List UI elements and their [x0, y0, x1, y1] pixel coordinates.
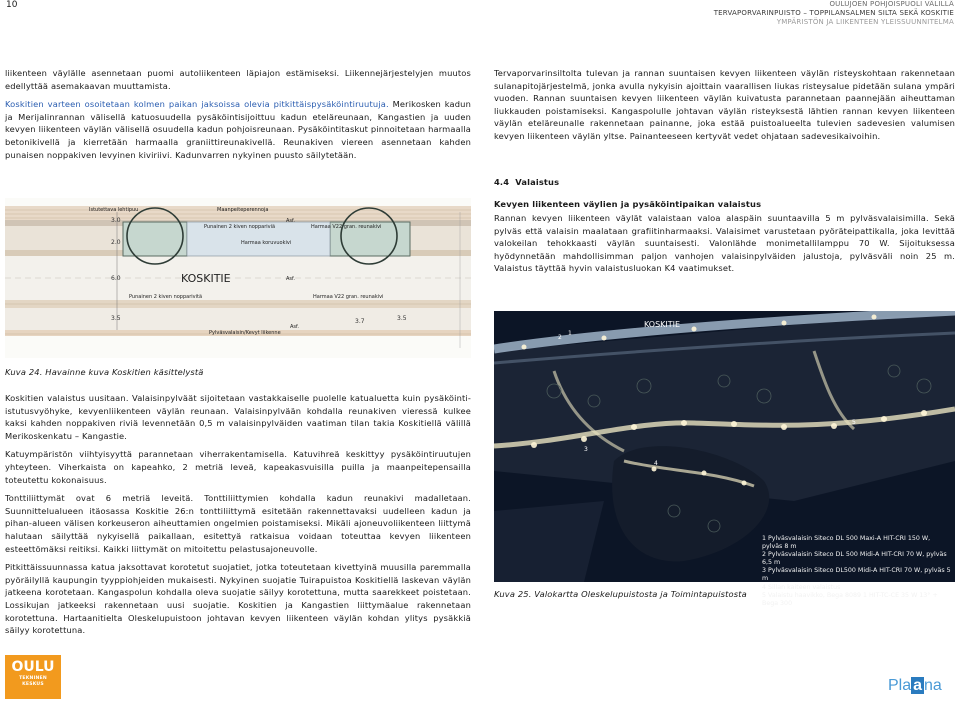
right-column-body: [494, 212, 955, 275]
plan-label: Istutettava lehtipuu: [89, 207, 139, 213]
plan-label: Harmaa koruvuokivi: [241, 240, 292, 246]
left-column-bottom: [5, 392, 471, 637]
figure-caption: [5, 366, 471, 379]
paragraph: Tervaporvarinsiltolta tulevan ja rannan suuntaisen kevyen liikenteen väylän risteyskohtaan rakennetaan sulanapitojärjestelmä, jonka avulla nykyisin ajoittain vaarallisen liukas risteysalue pidetään sulana ympäri vuoden. Rannan suuntaisen kevyen liikenteen väylän kuivatusta parannetaan paannejään aiheuttaman liukkauden poistamiseksi. Kangaspolulle johtavan väylän risteyksestä lähtien rannan kevyen liikenteen väylän eteläreunalle rakennetaan painanne, joka estää puistoalueelta tulevien sadevesien valumisen kevyen liikenteen väylän yltse. Painanteeseen kertyvät vedet ohjataan sadevesikaivoihin.: [494, 68, 955, 141]
map-marker: 2: [558, 334, 562, 341]
legend-item: 2 Pylväsvalaisin Siteco DL 500 Midi-A HIT-CRI 70 W, pylväs 6,5 m: [762, 551, 947, 567]
logo-part: a: [913, 677, 923, 694]
logo-part: Pla: [888, 677, 912, 694]
logo-part: na: [924, 677, 942, 694]
plaana-logo: [888, 677, 942, 695]
legend-item: 4 Sillan kaiteen valaistus: [762, 583, 841, 591]
paragraph: [5, 98, 471, 161]
header-line-2: TERVAPORVARINPUISTO – TOPPILANSALMEN SILTA SEKÄ KOSKITIE: [713, 9, 954, 17]
section-title: Valaistus: [515, 177, 560, 187]
plan-label: Asf.: [290, 324, 300, 330]
plan-label: Maanpeiteperennoja: [217, 207, 269, 213]
legend-item: 3 Pylväsvalaisin Siteco DL500 Midi-A HIT-CRI 70 W, pylväs 5 m: [762, 567, 951, 583]
paragraph: liikenteen väylälle asennetaan puomi autoliikenteen läpiajon estämiseksi. Liikennejärjestelyjen muutos edellyttää asemakaavan muuttamista.: [5, 68, 471, 91]
plan-label: Harmaa V22 gran. reunakivi: [313, 294, 384, 300]
street-plan-drawing: [5, 198, 471, 358]
planting-bay: [123, 222, 187, 256]
oulu-logo-sub: TEKNINEN: [19, 676, 47, 681]
map-title: KOSKITIE: [644, 320, 681, 329]
caption-label: Kuva 24.: [5, 367, 43, 377]
caption-label: Kuva 25.: [494, 589, 532, 599]
plan-label: Harmaa V22 gran. reunakivi: [311, 224, 382, 230]
plan-label: Pylväsvalaisin/Kevyt liikenne: [209, 330, 281, 336]
section-heading: [494, 176, 955, 189]
dimension-value: 3.5: [397, 315, 407, 322]
plan-label: Punainen 2 kiven nopparivitä: [129, 294, 203, 300]
subheading: Kevyen liikenteen väylien ja pysäköintipaikan valaistus: [494, 199, 762, 209]
left-column-top: [5, 67, 471, 161]
header-line-1: OULUJOEN POHJOISPUOLI VÄLILLÄ: [829, 0, 954, 8]
oulu-logo-text: OULU: [11, 659, 55, 675]
oulu-logo: [5, 655, 61, 699]
plan-label: Asf.: [286, 218, 296, 224]
section-number: 4.4: [494, 177, 510, 187]
caption-text: Valokartta Oleskelupuistosta ja Toimintapuistosta: [531, 589, 747, 599]
dimension-value: 3.5: [111, 315, 121, 322]
dimension-value: 3.7: [355, 318, 365, 325]
plan-title: KOSKITIE: [181, 272, 231, 285]
header-line-3: YMPÄRISTÖN JA LIIKENTEEN YLEISSUUNNITELMA: [776, 18, 954, 26]
map-marker: 5: [852, 419, 856, 426]
plan-label: Asf.: [286, 276, 296, 282]
paragraph: Tonttiliittymät ovat 6 metriä leveitä. Tonttiliittymien kohdalla kadun reunakivi madalletaan. Suunnittelualueen itäosassa Koskitie 26:n tonttiliittymä esitetään rakennettavaksi uudelleen kadun ja pihan-alueen välisen korkeuseron aiheuttamien ongelmien poistamiseksi. Mikäli ajoneuvoliikenteen liittymä halutaan säilyttää nykyisellä paikallaan, esitettyä ratkaisua voidaan toteuttaa kevyen liikenteen esteettömäksi reitiksi. Kaikki liittymät on mitoitettu pelastusajoneuvolle.: [5, 493, 471, 554]
legend-item: 1 Pylväsvalaisin Siteco DL 500 Maxi-A HIT-CRI 150 W, pylväs 8 m: [762, 535, 931, 551]
paragraph: Katuympäristön viihtyisyyttä parannetaan viherrakentamisella. Katuvihreä keskittyy pysäköintiruutujen yhteyteen. Viherkaista on kapeahko, 2 metriä leveä, kapeakasvuisilla puilla ja maanpeitepensailla toteutettu kokonaisuus.: [5, 449, 471, 485]
map-marker: 4: [654, 460, 658, 467]
page-number: 10: [6, 0, 18, 10]
map-marker: 3: [584, 446, 588, 453]
dimension-value: 6.0: [111, 275, 121, 282]
highlighted-text: Koskitien varteen osoitetaan kolmen paikan jaksoissa olevia pitkittäispysäköintiruutuja.: [5, 99, 389, 110]
running-header: [714, 0, 954, 27]
caption-text: Havainne kuva Koskitien käsittelystä: [42, 367, 204, 377]
paragraph-rest: Merikosken kadun ja Merijalinrannan välisellä katuosuudella pysäköintisijoittuu kadun eteläreunaan, Kangastien ja uuden kevyen liikenteen väylän välisellä osuudella kadun pohjoisreunaan. Pysäköintitaskut pinnoitetaan harmaalla betonikivellä ja kierretään harmaalla graniittireunakivellä. Reunakiven viereen asennetaan kahden punaisen noppakiven levyinen kiviriivi. Kadunvarren nykyinen puusto säilytetään.: [5, 99, 471, 160]
paragraph: Koskitien valaistus uusitaan. Valaisinpylväät sijoitetaan vastakkaiselle puolelle katualuetta kuin pysäköinti-istutusvyöhyke, kevyenliikenteen väylän reunaan. Valaisinpylvään kohdalla reunakiven vieressä kulkee kaksi kahden noppakiven riviä levennetään 0,5 m valaisinpylväiden vaatiman tilan takia Koskitiellä välillä Merikoskenkatu – Kangastie.: [5, 393, 471, 441]
street-plan-figure: [5, 198, 471, 358]
paragraph: Pitkittäissuunnassa katua jaksottavat korotetut suojatiet, jotka toteutetaan kivettyinä muusilla paremmalla pyöräilyllä kaupungin tyyppiohjeiden mukaisesti. Nykyinen suojatie Tuirapuistoa Koskitiellä laskevan väylän jatkeena korotetaan. Kangaspolun kohdalla oleva suojatie säilyy korotettuna, mutta saarekkeet poistetaan. Lossikujan jatkeeksi rakennetaan uusi suojatie. Koskitien ja Kangastien liittymäalue rakennetaan korotettuna. Hartaanitielta Oleskelupuistoon johtavan kevyen liikenteen väylän kohdan ylitys pysäkkiä säilyy korotettuna.: [5, 562, 471, 636]
map-marker: 1: [568, 330, 572, 337]
dimension-value: 2.0: [111, 239, 121, 246]
legend-item: 5 Valaistu haavikko, Bega 8089 1 HIT-TC-CE 35 W 13° + Bega 300: [762, 591, 938, 607]
paragraph: Rannan kevyen liikenteen väylät valaistaan valoa alaspäin suuntaavilla 5 m pylväsvalaisimilla. Sekä pylväs että valaisin maalataan grafiitinharmaaksi. Valaisimet varustetaan pyöräteipattikalla, joka levittää valokeilan tehokkaasti väylän suuntaisesti. Valonlähde monimetallilamppu 70 W. Sijoituksessa hyödynnetään mahdollisimman paljon vanhojen valaisinpylväiden jalustoja, pylväsväli noin 25 m. Valaistus täyttää hyvin valaistusluokan K4 vaatimukset.: [494, 213, 955, 274]
right-column-top: [494, 67, 955, 143]
plan-label: Punainen 2 kiven noppariviä: [204, 224, 276, 230]
oulu-logo-sub: KESKUS: [22, 681, 44, 687]
dimension-value: 3.0: [111, 217, 121, 224]
figure-caption: [494, 588, 955, 601]
